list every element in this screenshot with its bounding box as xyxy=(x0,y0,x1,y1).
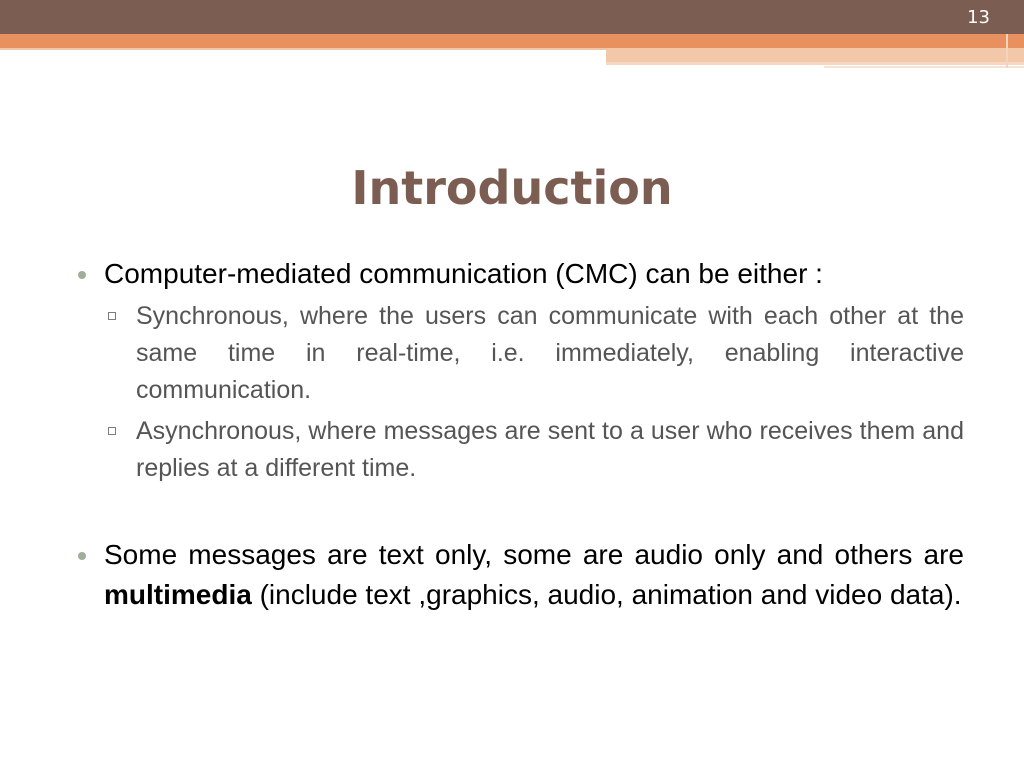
bullet-messages-text-after: (include text ,graphics, audio, animation and video data). xyxy=(251,579,962,610)
bullet-dot-icon xyxy=(78,552,86,560)
decorative-line xyxy=(1006,34,1008,68)
header-bar xyxy=(0,0,1024,34)
decorative-line xyxy=(0,48,606,50)
bullet-messages xyxy=(74,535,964,615)
bullet-messages-text-before: Some messages are text only, some are audio only and others are xyxy=(104,539,964,570)
bullet-messages-bold: multimedia xyxy=(104,579,252,610)
square-bullet-icon xyxy=(108,312,116,320)
sub-bullet-asynchronous-text: Asynchronous, where messages are sent to a user who receives them and replies at a different time. xyxy=(136,417,964,482)
square-bullet-icon xyxy=(108,427,116,435)
slide-number: 13 xyxy=(967,7,990,28)
bullet-cmc-text: Computer-mediated communication (CMC) can be either : xyxy=(104,258,823,289)
peach-band xyxy=(606,48,1024,62)
sub-bullet-synchronous xyxy=(106,298,964,409)
slide-body xyxy=(74,254,964,615)
bullet-cmc xyxy=(74,254,964,294)
orange-band xyxy=(0,34,1024,48)
bullet-dot-icon xyxy=(78,271,86,279)
decorative-line xyxy=(824,66,1024,68)
sub-bullet-list xyxy=(106,298,964,487)
decorative-line xyxy=(606,62,1024,65)
sub-bullet-synchronous-text: Synchronous, where the users can communicate with each other at the same time in real-time, i.e. immediately, enabling interactive communication. xyxy=(136,302,964,404)
sub-bullet-asynchronous xyxy=(106,413,964,487)
slide-title: Introduction xyxy=(351,161,673,215)
